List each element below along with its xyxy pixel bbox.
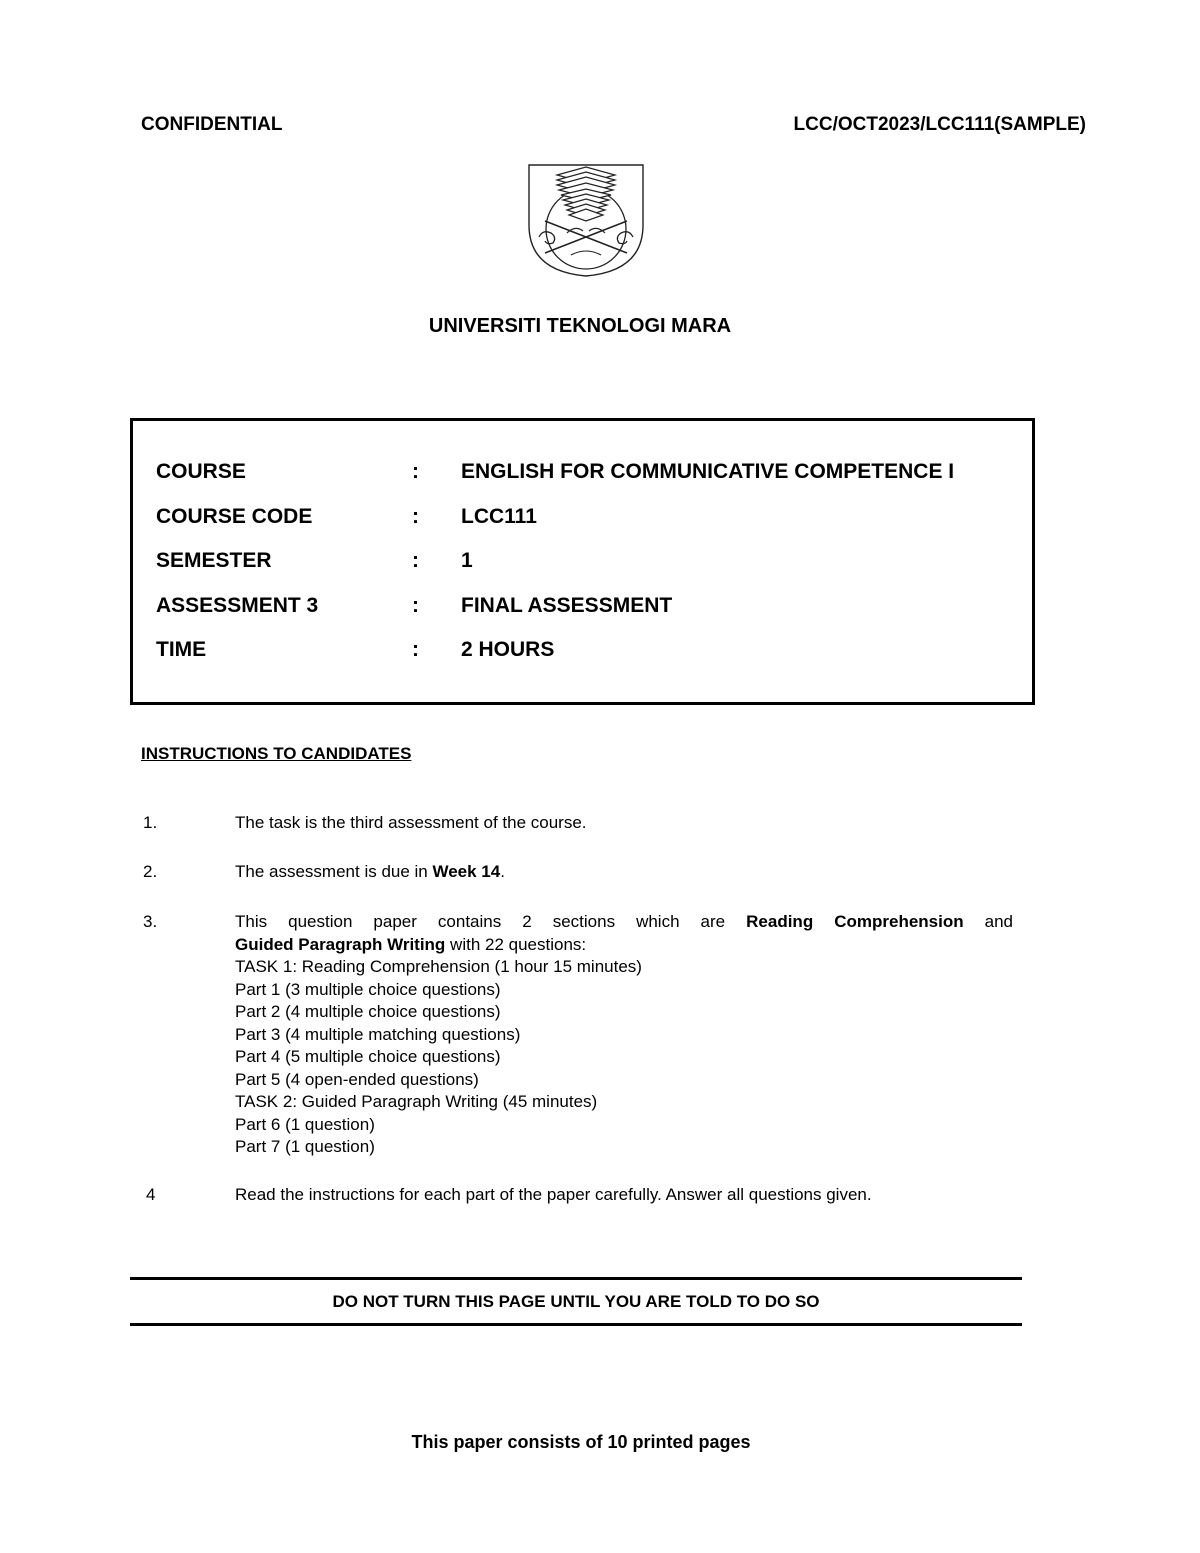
- course-code-value: LCC111: [461, 505, 537, 528]
- time-label: TIME: [156, 638, 207, 661]
- part-line: Part 5 (4 open-ended questions): [235, 1069, 479, 1089]
- item-number: 3.: [143, 912, 158, 931]
- item-text: The assessment is due in Week 14.: [235, 862, 505, 881]
- task-line: TASK 1: Reading Comprehension (1 hour 15 minutes): [235, 957, 642, 976]
- separator: :: [412, 460, 419, 483]
- course-code-label: COURSE CODE: [156, 505, 313, 528]
- course-value: ENGLISH FOR COMMUNICATIVE COMPETENCE I: [461, 460, 955, 483]
- sections-intro-cont: Guided Paragraph Writing with 22 questions:: [235, 934, 587, 954]
- university-name: UNIVERSITI TEKNOLOGI MARA: [428, 315, 732, 337]
- item-number: 1.: [143, 813, 158, 832]
- due-week: Week 14: [432, 862, 501, 881]
- page-count-footer: This paper consists of 10 printed pages: [411, 1432, 751, 1452]
- part-line: Part 6 (1 question): [235, 1114, 375, 1134]
- assessment-value: FINAL ASSESSMENT: [461, 594, 673, 617]
- sections-intro: This question paper contains 2 sections which are Reading Comprehension and: [235, 912, 1014, 931]
- divider-bottom: [130, 1323, 1022, 1326]
- semester-value: 1: [461, 549, 473, 572]
- time-value: 2 HOURS: [461, 638, 555, 661]
- separator: :: [412, 638, 419, 661]
- instructions-heading: INSTRUCTIONS TO CANDIDATES: [141, 744, 412, 763]
- task-line: TASK 2: Guided Paragraph Writing (45 minutes): [235, 1092, 598, 1111]
- course-info-box: [130, 418, 1035, 705]
- part-line: Part 3 (4 multiple matching questions): [235, 1024, 521, 1044]
- assessment-label: ASSESSMENT 3: [156, 594, 319, 617]
- item-text: Read the instructions for each part of the paper carefully. Answer all questions given.: [235, 1185, 872, 1204]
- separator: :: [412, 549, 419, 572]
- course-label: COURSE: [156, 460, 246, 483]
- semester-label: SEMESTER: [156, 549, 272, 572]
- item-text: The task is the third assessment of the course.: [235, 813, 587, 832]
- part-line: Part 7 (1 question): [235, 1137, 375, 1156]
- part-line: Part 2 (4 multiple choice questions): [235, 1002, 501, 1021]
- paper-reference-code: LCC/OCT2023/LCC111(SAMPLE): [793, 114, 1086, 135]
- part-line: Part 4 (5 multiple choice questions): [235, 1047, 501, 1066]
- item-text: [235, 911, 1013, 1159]
- university-crest-logo: [527, 163, 645, 278]
- separator: :: [412, 594, 419, 617]
- confidential-label: CONFIDENTIAL: [141, 114, 283, 135]
- separator: :: [412, 505, 419, 528]
- part-line: Part 1 (3 multiple choice questions): [235, 979, 501, 999]
- item-number: 4: [146, 1185, 156, 1204]
- item-number: 2.: [143, 862, 158, 881]
- divider-top: [130, 1277, 1022, 1280]
- warning-text: DO NOT TURN THIS PAGE UNTIL YOU ARE TOLD TO DO SO: [332, 1292, 820, 1311]
